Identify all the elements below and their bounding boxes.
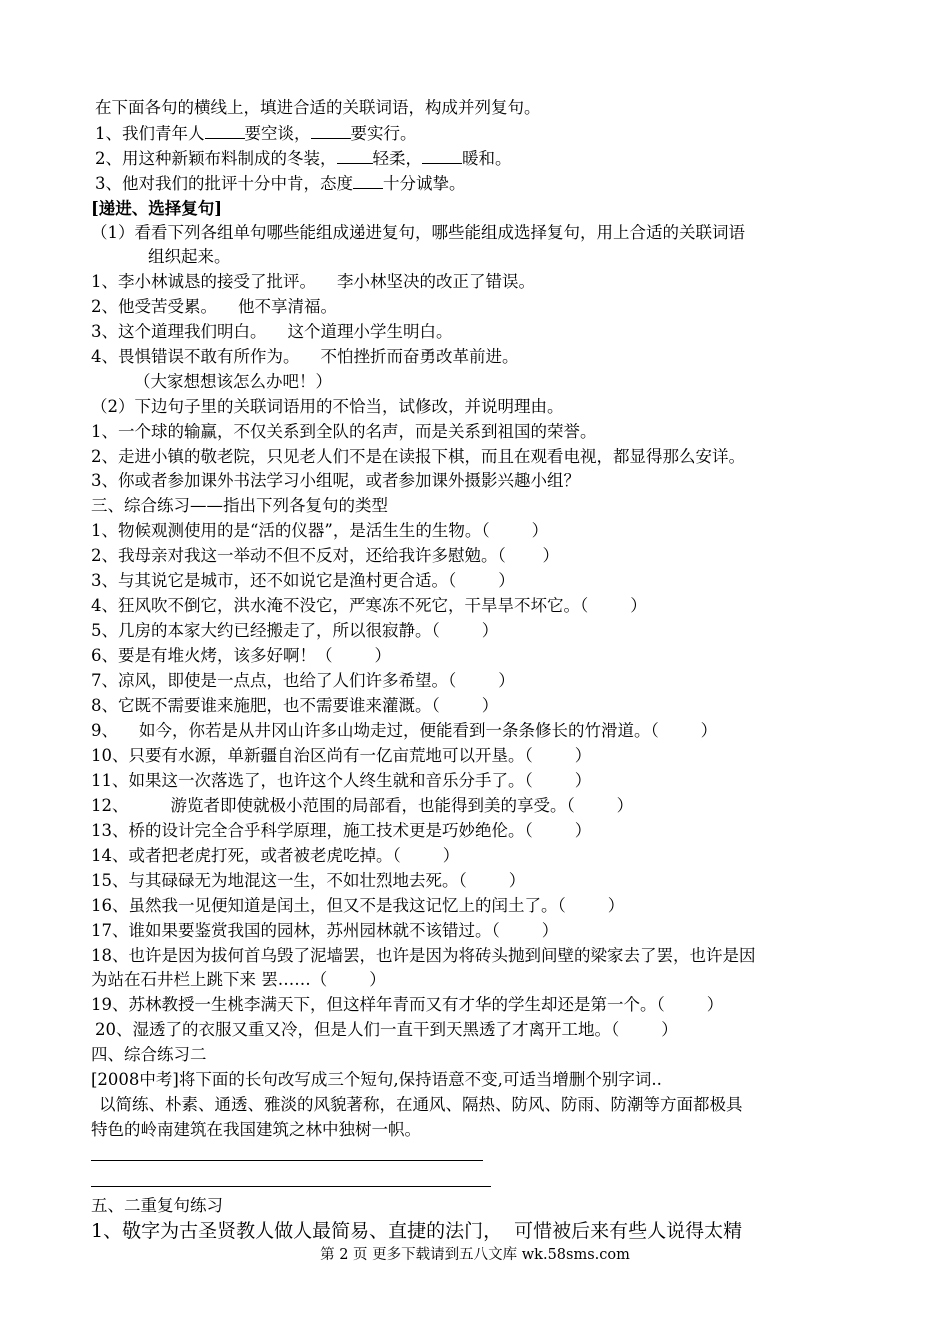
- classify-item-8: 8、它既不需要谁来施肥，也不需要谁来灌溉。（ ）: [91, 696, 499, 715]
- progressive-item-4: 4、畏惧错误不敢有所作为。 不怕挫折而奋勇改革前进。: [91, 347, 519, 366]
- section3-heading: 三、综合练习——指出下列各复句的类型: [91, 496, 388, 515]
- progressive-item-3: 3、这个道理我们明白。 这个道理小学生明白。: [91, 322, 453, 341]
- section4-sentence-line2: 特色的岭南建筑在我国建筑之林中独树一帜。: [91, 1120, 421, 1139]
- q2-part-c: 暖和。: [462, 149, 512, 168]
- answer-line-1[interactable]: [91, 1160, 483, 1161]
- q1-part-b: 要空谈，: [244, 124, 311, 143]
- classify-item-7: 7、凉风，即使是一点点，也给了人们许多希望。（ ）: [91, 671, 515, 690]
- q1-blank-2[interactable]: [311, 122, 351, 139]
- progressive-part1-line1: （1）看看下列各组单句哪些能组成递进复句，哪些能组成选择复句，用上合适的关联词语: [91, 223, 745, 242]
- classify-item-18-line2: 为站在石井栏上跳下来 罢……（ ）: [91, 970, 386, 989]
- answer-line-2[interactable]: [91, 1186, 491, 1187]
- parallel-q1: [95, 122, 417, 146]
- section4-task: [2008中考]将下面的长句改写成三个短句,保持语意不变,可适当增删个别字词..: [91, 1070, 662, 1089]
- section4-sentence-line1: 以简练、朴素、通透、雅淡的风貌著称，在通风、隔热、防风、防雨、防潮等方面都极具: [99, 1095, 743, 1114]
- correction-item-2: 2、走进小镇的敬老院，只见老人们不是在读报下棋，而且在观看电视，都显得那么安详。: [91, 447, 745, 466]
- classify-item-3: 3、与其说它是城市，还不如说它是渔村更合适。（ ）: [91, 571, 515, 590]
- progressive-hint: （大家想想该怎么办吧！）: [134, 372, 332, 391]
- q3-blank-1[interactable]: [353, 172, 383, 189]
- section4-heading: 四、综合练习二: [91, 1045, 207, 1064]
- progressive-part2: （2）下边句子里的关联词语用的不恰当，试修改，并说明理由。: [91, 397, 564, 416]
- q1-part-a: 1、我们青年人: [95, 124, 205, 143]
- classify-item-14: 14、或者把老虎打死，或者被老虎吃掉。（ ）: [91, 846, 460, 865]
- classify-item-17: 17、谁如果要鉴赏我国的园林，苏州园林就不该错过。（ ）: [91, 921, 559, 940]
- classify-item-10: 10、只要有水源，单新疆自治区尚有一亿亩荒地可以开垦。（ ）: [91, 746, 592, 765]
- classify-item-15: 15、与其碌碌无为地混这一生，不如壮烈地去死。（ ）: [91, 871, 526, 890]
- q1-blank-1[interactable]: [205, 122, 245, 139]
- classify-item-13: 13、桥的设计完全合乎科学原理，施工技术更是巧妙绝伦。（ ）: [91, 821, 592, 840]
- classify-item-9: 9、 如今，你若是从井冈山许多山坳走过，便能看到一条条修长的竹滑道。（ ）: [91, 721, 718, 740]
- classify-item-1: 1、物候观测使用的是“活的仪器”，是活生生的生物。（ ）: [91, 521, 549, 540]
- section5-item-1: 1、敬字为古圣贤教人做人最简易、直捷的法门， 可惜被后来有些人说得太精: [91, 1220, 743, 1242]
- classify-item-2: 2、我母亲对我这一举动不但不反对，还给我许多慰勉。（ ）: [91, 546, 559, 565]
- q2-part-a: 2、用这种新颖布料制成的冬装，: [95, 149, 337, 168]
- classify-item-6: 6、要是有堆火烤，该多好啊！（ ）: [91, 646, 391, 665]
- q1-part-c: 要实行。: [350, 124, 417, 143]
- classify-item-16: 16、虽然我一见便知道是闰土，但又不是我这记忆上的闰土了。（ ）: [91, 896, 625, 915]
- classify-item-4: 4、狂风吹不倒它，洪水淹不没它，严寒冻不死它，干旱旱不坏它。（ ）: [91, 596, 647, 615]
- parallel-q3: [95, 172, 466, 196]
- parallel-q2: [95, 147, 512, 171]
- progressive-part1-line2: 组织起来。: [148, 247, 231, 266]
- parallel-intro: 在下面各句的横线上，填进合适的关联词语，构成并列复句。: [95, 98, 541, 117]
- page-footer: 第 2 页 更多下载请到五八文库 wk.58sms.com: [320, 1247, 630, 1263]
- q3-part-b: 十分诚挚。: [383, 174, 466, 193]
- classify-item-12: 12、 游览者即使就极小范围的局部看，也能得到美的享受。（ ）: [91, 796, 634, 815]
- q3-part-a: 3、他对我们的批评十分中肯，态度: [95, 174, 353, 193]
- classify-item-5: 5、几房的本家大约已经搬走了，所以很寂静。（ ）: [91, 621, 499, 640]
- q2-part-b: 轻柔，: [372, 149, 422, 168]
- classify-item-18-line1: 18、也许是因为拔何首乌毁了泥墙罢，也许是因为将砖头抛到间壁的梁家去了罢，也许是因: [91, 946, 756, 965]
- section5-heading: 五、二重复句练习: [91, 1196, 223, 1215]
- q2-blank-1[interactable]: [337, 147, 373, 164]
- progressive-item-2: 2、他受苦受累。 他不享清福。: [91, 297, 337, 316]
- classify-item-19: 19、苏林教授一生桃李满天下，但这样年青而又有才华的学生却还是第一个。（ ）: [91, 995, 724, 1014]
- progressive-item-1: 1、李小林诚恳的接受了批评。 李小林坚决的改正了错误。: [91, 272, 535, 291]
- correction-item-3: 3、你或者参加课外书法学习小组呢，或者参加课外摄影兴趣小组？: [91, 471, 580, 490]
- q2-blank-2[interactable]: [422, 147, 462, 164]
- classify-item-20: 20、湿透了的衣服又重又冷，但是人们一直干到天黑透了才离开工地。（ ）: [95, 1020, 678, 1039]
- classify-item-11: 11、如果这一次落选了，也许这个人终生就和音乐分手了。（ ）: [91, 771, 592, 790]
- progressive-heading: [递进、选择复句]: [91, 199, 223, 218]
- correction-item-1: 1、一个球的输赢，不仅关系到全队的名声，而是关系到祖国的荣誉。: [91, 422, 597, 441]
